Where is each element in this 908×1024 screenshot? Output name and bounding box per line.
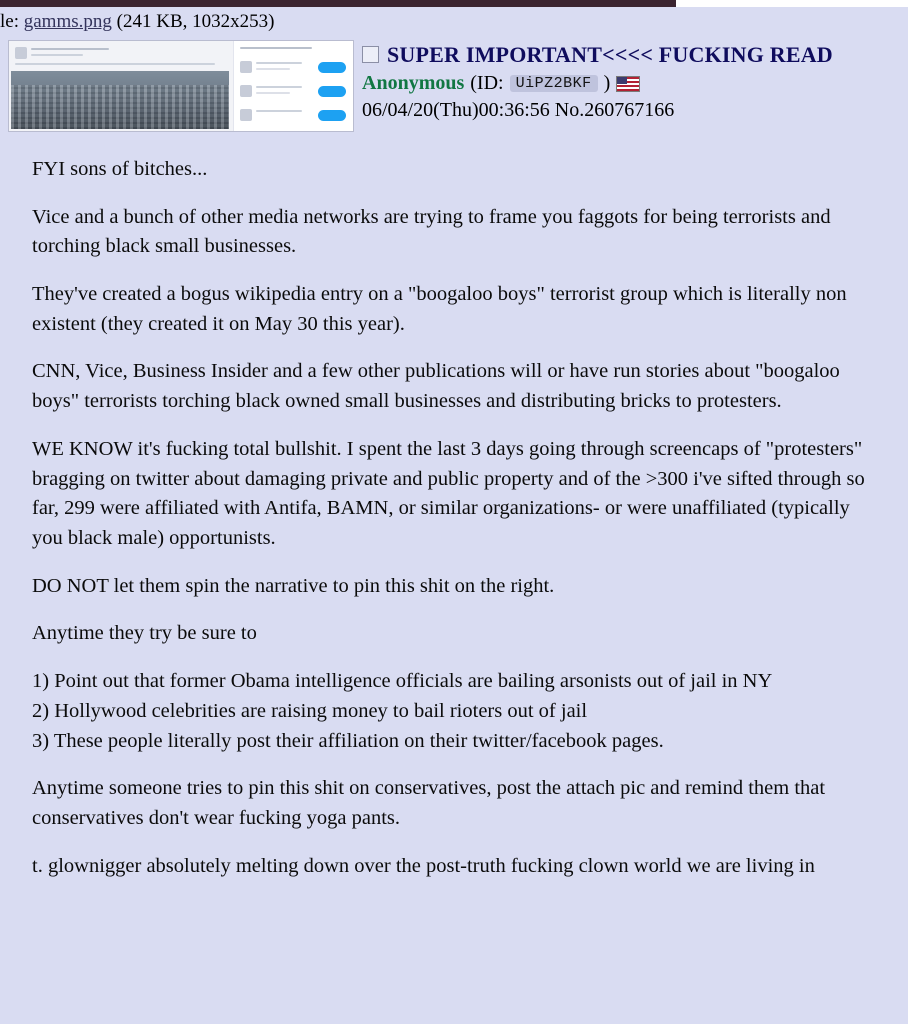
message-paragraph: CNN, Vice, Business Insider and a few other publications will or have run stories about "boogaloo boys" terrorists torching black owned small businesses and distributing bricks to protesters. xyxy=(32,360,840,413)
thumb-avatar xyxy=(15,47,27,59)
thumb-text-line xyxy=(256,92,290,94)
thumb-follow-button xyxy=(318,62,346,73)
post-name-row xyxy=(362,72,908,95)
message-list-item: 1) Point out that former Obama intelligence officials are bailing arsonists out of jail in NY xyxy=(32,670,773,693)
post-date-row xyxy=(362,99,908,122)
thumb-text-line xyxy=(31,48,109,50)
message-paragraph: They've created a bogus wikipedia entry on a "boogaloo boys" terrorist group which is literally non existent (they created it on May 30 this year). xyxy=(32,282,847,335)
thumb-text-line xyxy=(31,54,83,56)
top-bar-right xyxy=(676,0,908,7)
thumb-follow-button xyxy=(318,86,346,97)
post-checkbox[interactable] xyxy=(362,46,379,63)
thumb-avatar xyxy=(240,109,252,121)
thumb-follow-button xyxy=(318,110,346,121)
message-paragraph: Vice and a bunch of other media networks are trying to frame you faggots for being terrorists and torching black small businesses. xyxy=(32,205,831,258)
thumb-text-line xyxy=(256,110,302,112)
file-info-line xyxy=(0,7,908,36)
message-list-item: 3) These people literally post their affiliation on their twitter/facebook pages. xyxy=(32,729,664,752)
file-meta: (241 KB, 1032x253) xyxy=(116,11,275,32)
message-paragraph: DO NOT let them spin the narrative to pin this shit on the right. xyxy=(32,574,555,597)
message-paragraph: WE KNOW it's fucking total bullshit. I spent the last 3 days going through screencaps of "protesters" bragging on twitter about damaging private and public property and of the >300 i've sifted through so far, 299 were affiliated with Antifa, BAMN, or similar organizations- or were unaffiliated (typically you black male) opportunists. xyxy=(32,437,865,549)
thumb-photo xyxy=(11,71,229,129)
message-paragraph: Anytime they try be sure to xyxy=(32,622,257,645)
message-paragraph: FYI sons of bitches... xyxy=(32,157,208,180)
message-paragraph: Anytime someone tries to pin this shit on conservatives, post the attach pic and remind them that conservatives don't wear fucking yoga pants. xyxy=(32,777,826,830)
message-paragraph: t. glownigger absolutely melting down over the post-truth fucking clown world we are living in xyxy=(32,854,815,877)
post-author-name: Anonymous xyxy=(362,72,465,95)
post-header-info xyxy=(362,36,908,122)
top-bar-left xyxy=(0,0,676,7)
file-label: le: xyxy=(0,11,19,32)
post-header xyxy=(0,36,908,141)
thumb-text-line xyxy=(256,86,302,88)
post-id-label: (ID: xyxy=(470,72,504,95)
thumb-text-line xyxy=(240,47,312,49)
file-link[interactable]: gamms.png xyxy=(23,11,112,32)
thumb-text-line xyxy=(256,68,290,70)
post-id-close: ) xyxy=(603,72,611,95)
post-subject: SUPER IMPORTANT<<<< FUCKING READ xyxy=(387,41,833,67)
post-id-value[interactable]: UiPZ2BKF xyxy=(510,75,598,92)
message-list-item: 2) Hollywood celebrities are raising money to bail rioters out of jail xyxy=(32,699,588,722)
thread-post xyxy=(0,7,908,1024)
thumb-avatar xyxy=(240,61,252,73)
thumb-text-line xyxy=(15,63,215,65)
post-thumbnail[interactable] xyxy=(8,40,354,132)
thumbnail-right-pane xyxy=(233,41,354,131)
post-datetime: 06/04/20(Thu)00:36:56 xyxy=(362,99,550,122)
us-flag-icon xyxy=(616,76,640,92)
thumbnail-left-pane xyxy=(9,41,233,131)
subject-row xyxy=(362,42,908,67)
thumb-text-line xyxy=(256,62,302,64)
post-message xyxy=(0,141,908,910)
thumb-avatar xyxy=(240,85,252,97)
post-number[interactable]: No.260767166 xyxy=(554,99,675,122)
